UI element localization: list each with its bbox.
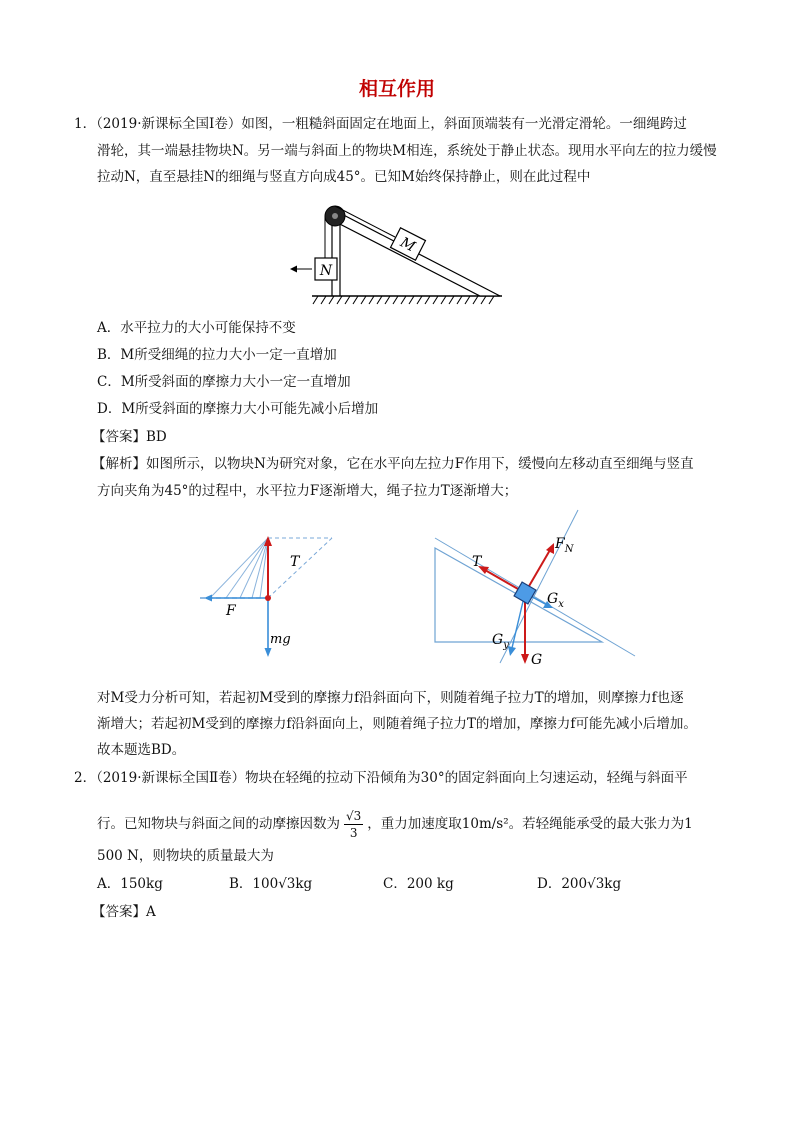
- label-gx: $G_x$: [547, 591, 564, 610]
- q1-option-a: A．水平拉力的大小可能保持不变: [97, 320, 296, 336]
- q2-stem-post: ，重力加速度取10m/s²。若轻绳能承受的最大张力为1: [367, 816, 693, 832]
- incline-pulley-figure: [280, 196, 520, 311]
- friction-coefficient-fraction: $\frac{√3}{3}$: [346, 809, 362, 840]
- q2-stem-pre: 行。已知物块与斜面之间的动摩擦因数为: [97, 816, 340, 832]
- label-t-left: T: [290, 554, 300, 570]
- q2-option-d: D．200√3kg: [537, 876, 622, 892]
- force-triangle-diagram: [190, 530, 340, 660]
- q1-option-c: C．M所受斜面的摩擦力大小一定一直增加: [97, 374, 351, 390]
- label-f: F: [226, 603, 236, 619]
- label-fn: $F_N$: [555, 536, 574, 555]
- q1-conclusion-line-2: 渐增大；若起初M受到的摩擦力f沿斜面向上，则随着绳子拉力T的增加，摩擦力f可能先减小后增加。: [97, 716, 697, 732]
- q2-stem-line-3: 500 N，则物块的质量最大为: [97, 848, 274, 864]
- q1-analysis-line-2: 方向夹角为45°的过程中，水平拉力F逐渐增大，绳子拉力T逐渐增大；: [97, 483, 518, 499]
- label-m: M: [397, 234, 418, 256]
- q2-stem-line-2: [97, 808, 693, 841]
- incline-force-diagram: [430, 508, 640, 678]
- q1-conclusion-line-3: 故本题选BD。: [97, 742, 186, 758]
- label-n: N: [319, 263, 333, 279]
- label-g: G: [531, 652, 543, 668]
- q1-conclusion-line-1: 对M受力分析可知，若起初M受到的摩擦力f沿斜面向下，则随着绳子拉力T的增加，则摩擦力f也逐: [97, 690, 684, 706]
- q1-stem-line-2: 滑轮，其一端悬挂物块N。另一端与斜面上的物块M相连，系统处于静止状态。现用水平向左的拉力缓慢: [97, 143, 717, 159]
- q1-analysis-line-1: 【解析】如图所示，以物块N为研究对象，它在水平向左拉力F作用下，缓慢向左移动直至细绳与竖直: [92, 456, 694, 472]
- q2-stem-line-1: 2．（2019·新课标全国Ⅱ卷）物块在轻绳的拉动下沿倾角为30°的固定斜面向上匀速运动，轻绳与斜面平: [74, 770, 688, 786]
- label-mg: mg: [270, 632, 291, 647]
- q2-option-b: B．100√3kg: [229, 876, 313, 892]
- q2-option-a: A．150kg: [97, 876, 163, 892]
- label-gy: $G_y$: [492, 632, 509, 651]
- q1-stem-line-1: 1．（2019·新课标全国Ⅰ卷）如图，一粗糙斜面固定在地面上，斜面顶端装有一光滑定滑轮。一细绳跨过: [74, 116, 687, 132]
- q1-stem-line-3: 拉动N，直至悬挂N的细绳与竖直方向成45°。已知M始终保持静止，则在此过程中: [97, 169, 591, 185]
- q2-option-c: C．200 kg: [383, 876, 454, 892]
- q1-option-b: B．M所受细绳的拉力大小一定一直增加: [97, 347, 337, 363]
- label-t-right: T: [472, 554, 482, 570]
- page-title: 相互作用: [358, 78, 435, 100]
- q1-answer: 【答案】BD: [92, 429, 167, 445]
- q1-option-d: D．M所受斜面的摩擦力大小可能先减小后增加: [97, 401, 379, 417]
- q2-answer: 【答案】A: [92, 904, 156, 920]
